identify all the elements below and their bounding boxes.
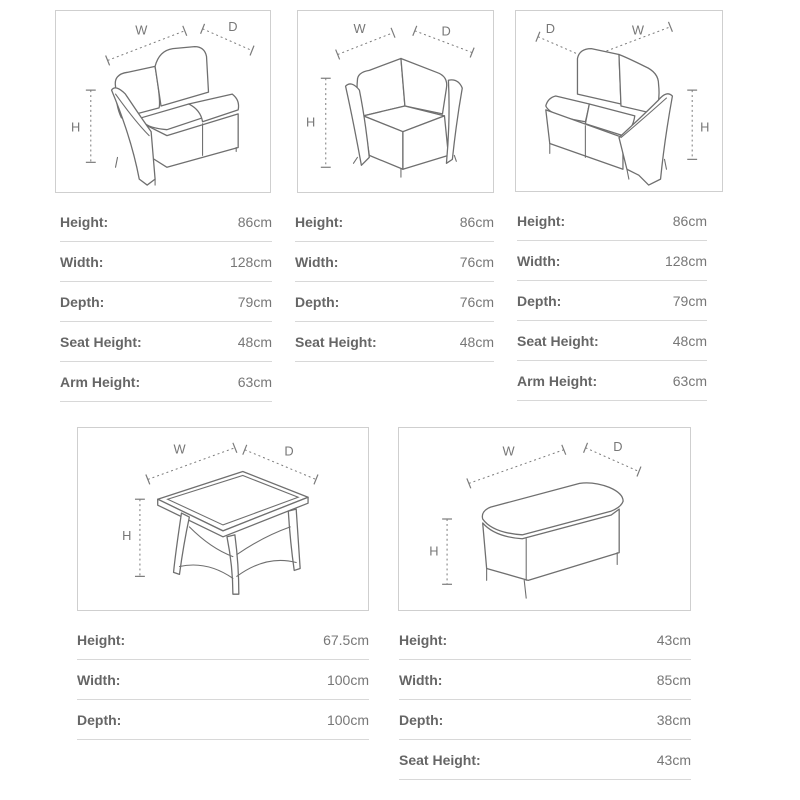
spec-row-depth — [295, 282, 494, 322]
spec-row-arm-height — [517, 361, 707, 401]
product-2-diagram — [297, 10, 494, 193]
height-letter: H — [429, 543, 439, 559]
width-letter: W — [502, 443, 515, 459]
spec-value: 67.5cm — [323, 632, 369, 648]
spec-row-height — [295, 202, 494, 242]
spec-label: Depth: — [399, 712, 444, 728]
spec-value: 63cm — [237, 374, 272, 390]
bench-diagram-icon — [399, 428, 690, 610]
product-4-specs — [77, 620, 369, 740]
product-3-diagram — [515, 10, 723, 192]
spec-row-width — [517, 241, 707, 281]
spec-value: 100cm — [326, 712, 369, 728]
spec-label: Depth: — [77, 712, 122, 728]
spec-label: Seat Height: — [60, 334, 142, 350]
left-corner-sofa-diagram-icon — [56, 11, 270, 192]
spec-label: Height: — [295, 214, 344, 230]
width-letter: W — [353, 20, 366, 36]
width-letter: W — [173, 441, 186, 457]
spec-label: Arm Height: — [60, 374, 141, 390]
spec-row-width — [295, 242, 494, 282]
spec-label: Seat Height: — [295, 334, 377, 350]
spec-value: 86cm — [237, 214, 272, 230]
depth-letter: D — [228, 18, 238, 34]
spec-value: 48cm — [459, 334, 494, 350]
spec-row-depth — [77, 700, 369, 740]
spec-value: 86cm — [459, 214, 494, 230]
spec-value: 48cm — [672, 333, 707, 349]
spec-label: Width: — [517, 253, 561, 269]
spec-label: Seat Height: — [517, 333, 599, 349]
spec-label: Height: — [60, 214, 109, 230]
spec-label: Depth: — [517, 293, 562, 309]
depth-letter: D — [441, 23, 451, 39]
spec-label: Height: — [399, 632, 448, 648]
spec-value: 128cm — [229, 254, 272, 270]
spec-label: Height: — [77, 632, 126, 648]
product-5-diagram — [398, 427, 691, 611]
spec-value: 76cm — [459, 294, 494, 310]
product-3-specs — [517, 201, 707, 401]
spec-row-depth — [399, 700, 691, 740]
spec-row-height — [77, 620, 369, 660]
spec-label: Depth: — [295, 294, 340, 310]
spec-value: 63cm — [672, 373, 707, 389]
spec-value: 79cm — [672, 293, 707, 309]
right-corner-sofa-diagram-icon — [516, 11, 722, 191]
spec-row-depth — [517, 281, 707, 321]
spec-label: Height: — [517, 213, 566, 229]
spec-row-seat-height — [295, 322, 494, 362]
spec-label: Width: — [399, 672, 443, 688]
spec-value: 85cm — [656, 672, 691, 688]
spec-label: Seat Height: — [399, 752, 481, 768]
depth-letter: D — [545, 20, 556, 36]
spec-value: 48cm — [237, 334, 272, 350]
width-letter: W — [135, 22, 148, 38]
spec-row-width — [60, 242, 272, 282]
product-1-diagram — [55, 10, 271, 193]
product-2-specs — [295, 202, 494, 362]
corner-seat-diagram-icon — [298, 11, 493, 192]
spec-row-width — [399, 660, 691, 700]
depth-letter: D — [613, 438, 623, 454]
spec-row-seat-height — [399, 740, 691, 780]
spec-label: Width: — [77, 672, 121, 688]
spec-value: 38cm — [656, 712, 691, 728]
spec-value: 86cm — [672, 213, 707, 229]
spec-value: 76cm — [459, 254, 494, 270]
spec-label: Width: — [295, 254, 339, 270]
spec-value: 79cm — [237, 294, 272, 310]
spec-value: 43cm — [656, 632, 691, 648]
depth-letter: D — [284, 443, 294, 459]
product-1-specs — [60, 202, 272, 402]
spec-row-height — [517, 201, 707, 241]
width-letter: W — [631, 22, 644, 38]
spec-value: 128cm — [664, 253, 707, 269]
dining-table-diagram-icon — [78, 428, 368, 610]
height-letter: H — [700, 119, 710, 135]
spec-row-width — [77, 660, 369, 700]
spec-row-arm-height — [60, 362, 272, 402]
product-5-specs — [399, 620, 691, 780]
spec-row-height — [399, 620, 691, 660]
height-letter: H — [71, 119, 81, 135]
spec-label: Depth: — [60, 294, 105, 310]
spec-row-seat-height — [517, 321, 707, 361]
height-letter: H — [305, 114, 316, 130]
spec-value: 100cm — [326, 672, 369, 688]
spec-row-seat-height — [60, 322, 272, 362]
spec-value: 43cm — [656, 752, 691, 768]
spec-row-height — [60, 202, 272, 242]
height-letter: H — [122, 527, 132, 543]
spec-label: Arm Height: — [517, 373, 598, 389]
spec-row-depth — [60, 282, 272, 322]
product-4-diagram — [77, 427, 369, 611]
spec-label: Width: — [60, 254, 104, 270]
